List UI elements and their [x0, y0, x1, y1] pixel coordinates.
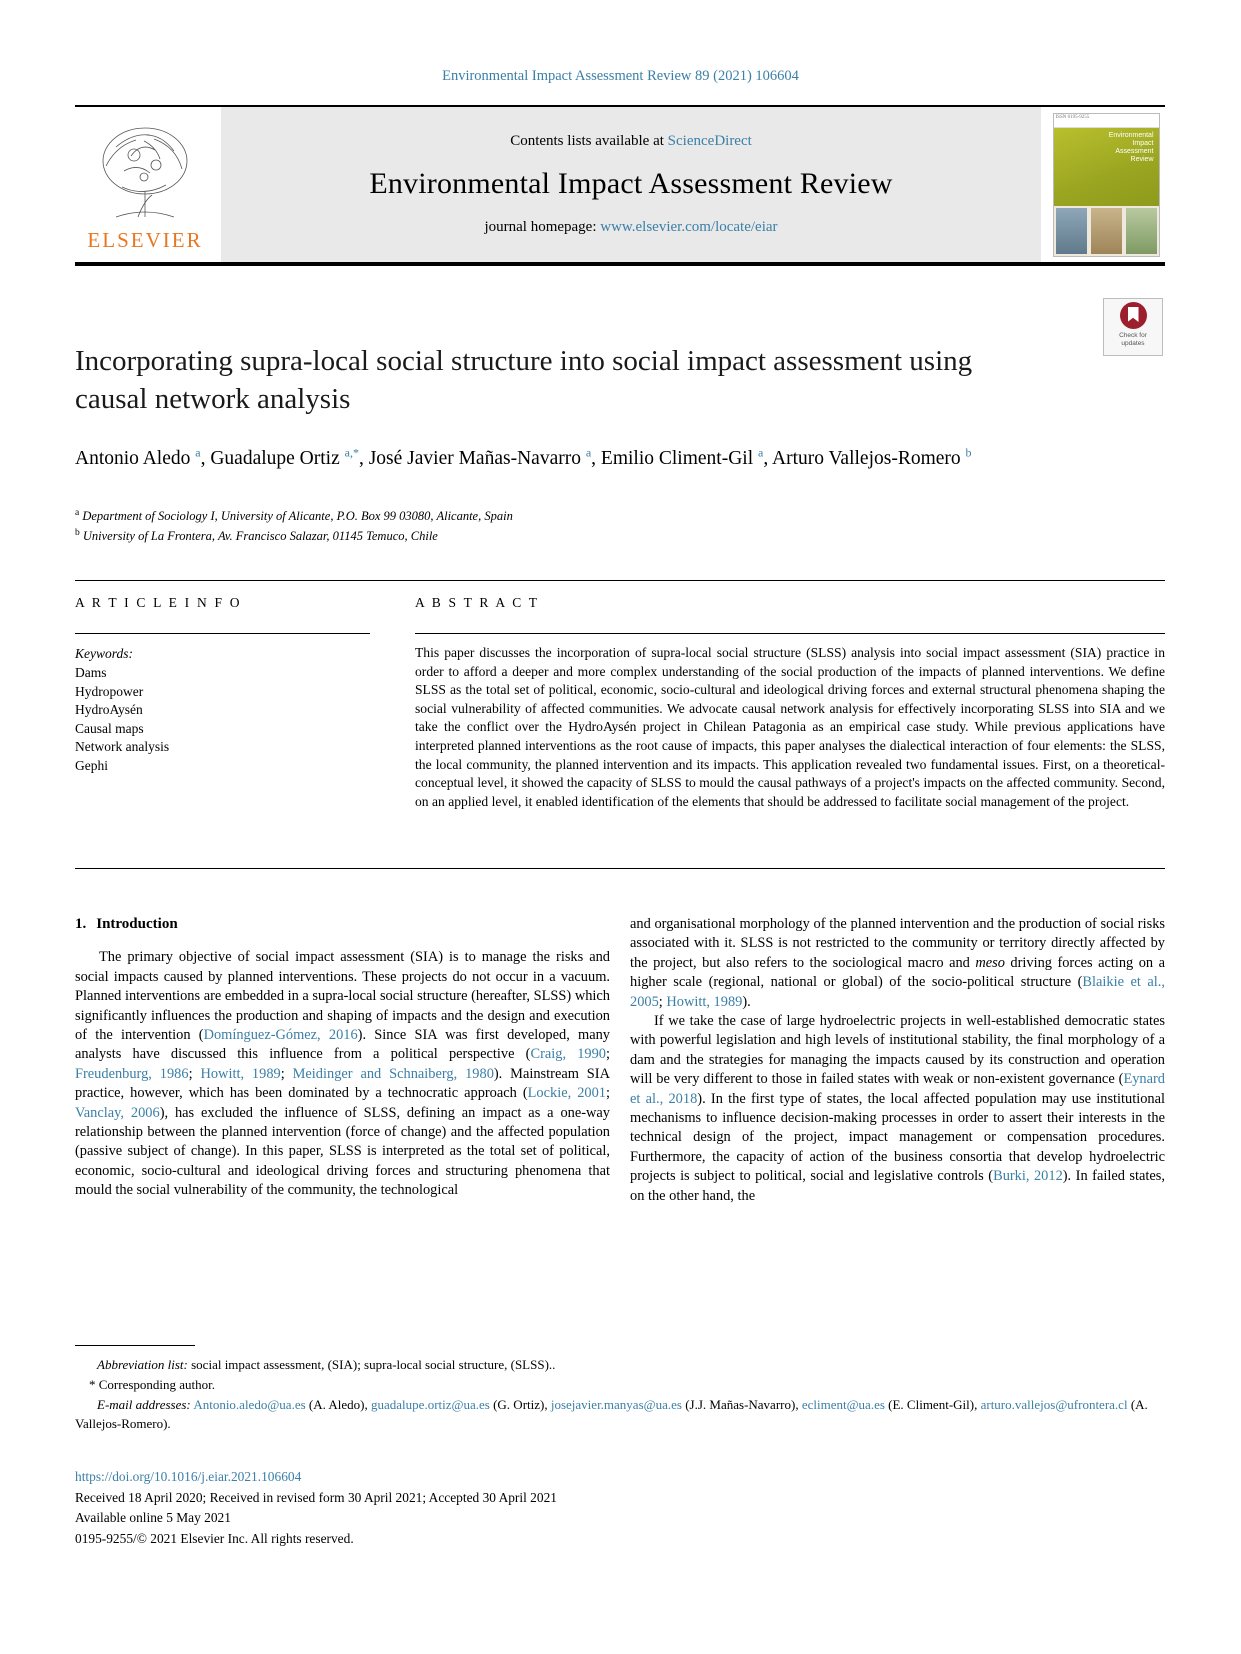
copyright-line: 0195-9255/© 2021 Elsevier Inc. All rights reserved.	[75, 1530, 354, 1546]
keyword-item: Hydropower	[75, 683, 144, 699]
abstract-bottom-divider	[75, 868, 1165, 869]
footnote-abbreviations	[75, 1355, 1165, 1374]
masthead-center	[221, 107, 1041, 262]
affiliation-1	[75, 505, 1075, 525]
crossmark-icon	[1120, 302, 1147, 329]
cover-photo-2	[1091, 208, 1122, 254]
publication-dates: Received 18 April 2020; Received in revised form 30 April 2021; Accepted 30 April 2021	[75, 1489, 557, 1505]
intro-paragraph-left: The primary objective of social impact assessment (SIA) is to manage the risks and social impacts caused by planned interventions. These projects do not occur in a vacuum. Planned interventions are embedded in a supra-local social structure (hereafter, SLSS) which significantly influences the production and shaping of impacts and the design and execution of the intervention (Domínguez-Gómez, 2016). Since SIA was first developed, many analysts have discussed this influence from a political perspective (Craig, 1990; Freudenburg, 1986; Howitt, 1989; Meidinger and Schnaiberg, 1980). Mainstream SIA practice, however, which has been dominated by a technocratic approach (Lockie, 2001; Vanclay, 2006), has excluded the influence of SLSS, defining an impact as a one-way relationship between the planned intervention (force of change) and the affected population (passive subject of change). In this paper, SLSS is interpreted as the total set of political, economic, socio-cultural and ideological driving forces and structuring phenomena that mould the social vulnerability of the community, the technological	[75, 949, 610, 1199]
affiliation-2	[75, 525, 1075, 545]
badge-line-1: Check for	[1119, 332, 1147, 339]
journal-homepage-link[interactable]: www.elsevier.com/locate/eiar	[600, 219, 778, 235]
affiliation-mark-a: a	[75, 508, 80, 518]
affiliation-list	[75, 505, 1075, 545]
cover-header: ISSN 0195-9255	[1054, 114, 1159, 128]
journal-masthead	[75, 105, 1165, 262]
elsevier-wordmark: ELSEVIER	[87, 227, 203, 252]
affiliation-1-text: Department of Sociology I, University of Alicante, P.O. Box 99 03080, Alicante, Spain	[82, 509, 513, 524]
body-column-left	[75, 915, 610, 1201]
elsevier-tree-icon	[86, 121, 204, 226]
badge-line-2: updates	[1121, 339, 1145, 347]
email-label: E-mail addresses:	[97, 1397, 191, 1412]
authors-text: Antonio Aledo $^a$, Guadalupe Ortiz $^{a,*}$, José Javier Mañas-Navarro $^a$, Emilio Climent-Gil $^a$, Arturo Vallejos-Romero $^b$	[75, 445, 972, 469]
page-title: Incorporating supra-local social structure into social impact assessment using causal network analysis	[75, 345, 973, 415]
sciencedirect-link[interactable]: ScienceDirect	[667, 133, 752, 149]
abstract-text: This paper discusses the incorporation of supra-local social structure (SLSS) analysis into social impact assessment (SIA) practice in order to afford a deeper and more complex understanding of the social production of the impacts of planned interventions. We define SLSS as the total set of political, economic, socio-cultural and ideological driving forces and external structural phenomena shaping the social vulnerability of affected communities. We advocate causal network analysis for effectively incorporating SLSS into SIA and we take the conflict over the HydroAysén project in Chilean Patagonia as an empirical case study. While previous applications have interpreted planned interventions as the root cause of impacts, this paper analyses the dialectical interaction of four elements: the SLSS, the local community, the planned intervention and its impacts. This application revealed two fundamental issues. First, on a theoretical-conceptual level, it showed the capacity of SLSS to mould the causal pathways of a project's impacts on the affected community. Second, on an applied level, it enabled identification of the elements that should be addressed to facilitate social management of the project.	[415, 645, 1165, 809]
section-number: 1.	[75, 916, 87, 932]
cover-journal-name: Environmental Impact Assessment Review	[1108, 131, 1154, 163]
intro-paragraph-right-1: and organisational morphology of the planned intervention and the production of social risks associated with it. SLSS is not restricted to the community or territory directly affected by the project, but also refers to the sociological macro and meso driving forces acting on a higher scale (regional, national or global) of the socio-political structure (Blaikie et al., 2005; Howitt, 1989).	[630, 916, 1165, 1010]
footnote-emails	[75, 1395, 1165, 1433]
homepage-line	[484, 219, 777, 236]
footnote-divider	[75, 1345, 195, 1346]
author-list	[75, 437, 1075, 474]
cover-photo-3	[1126, 208, 1157, 254]
cover-photo-strip	[1054, 206, 1159, 256]
publication-info	[75, 1467, 875, 1549]
masthead-bottom-rule	[75, 262, 1165, 266]
doi-link[interactable]: https://doi.org/10.1016/j.eiar.2021.106604	[75, 1469, 302, 1484]
abstract-rule	[415, 633, 1165, 634]
section-title-introduction	[75, 915, 610, 934]
contents-prefix: Contents lists available at	[510, 133, 668, 149]
abbreviation-text: social impact assessment, (SIA); supra-local social structure, (SLSS)..	[187, 1357, 556, 1372]
journal-cover-thumbnail	[1047, 107, 1165, 262]
crossmark-updates-badge[interactable]	[1103, 298, 1163, 356]
contents-line	[510, 133, 752, 150]
abstract-top-divider	[75, 580, 1165, 581]
body-column-right	[630, 915, 1165, 1206]
email-addresses: Antonio.aledo@ua.es (A. Aledo), guadalupe.ortiz@ua.es (G. Ortiz), josejavier.manyas@ua.es (J.J. Mañas-Navarro), ecliment@ua.es (E. Climent-Gil), arturo.vallejos@ufrontera.cl (A. Vallejos-Romero).	[75, 1397, 1148, 1431]
abbreviation-label: Abbreviation list:	[97, 1357, 188, 1372]
intro-paragraph-right-2: If we take the case of large hydroelectric projects in well-established democratic states with powerful legislation and high levels of institutional stability, the final morphology of a dam and the strategies for managing the impacts caused by its construction and operation will be very different to those in failed states with weak or non-existent governance (Eynard et al., 2018). In the first type of states, the local affected population may use institutional mechanisms to influence decision-making processes in order to assert their interests in the technical design of the project, impact management or compensation procedures. Furthermore, the capacity of action of the business consortia that develop hydroelectric projects is subject to political, social and legislative controls (Burki, 2012). In failed states, on the other hand, the	[630, 1013, 1166, 1204]
elsevier-logo	[75, 107, 215, 262]
keyword-item: Causal maps	[75, 720, 144, 736]
article-info-column	[75, 595, 375, 775]
cover-art	[1053, 113, 1160, 257]
keyword-item: HydroAysén	[75, 702, 143, 717]
keyword-item: Network analysis	[75, 739, 170, 754]
affiliation-2-text: University of La Frontera, Av. Francisco Salazar, 01145 Temuco, Chile	[82, 529, 438, 544]
keywords-label: Keywords:	[75, 646, 133, 661]
cover-photo-1	[1056, 208, 1087, 254]
journal-title: Environmental Impact Assessment Review	[369, 167, 893, 200]
footnote-corresponding-author: * Corresponding author.	[89, 1377, 216, 1392]
article-info-heading: A R T I C L E I N F O	[75, 595, 242, 610]
homepage-prefix: journal homepage:	[484, 219, 601, 235]
abstract-heading: A B S T R A C T	[415, 595, 540, 610]
section-title-text: Introduction	[96, 916, 178, 932]
affiliation-mark-b: b	[75, 528, 80, 539]
abstract-column	[415, 595, 1165, 811]
keyword-item: Gephi	[75, 757, 108, 773]
footnote-block	[75, 1355, 1165, 1434]
running-head: Environmental Impact Assessment Review 89 (2021) 106604	[442, 68, 799, 84]
available-online: Available online 5 May 2021	[75, 1510, 231, 1525]
keyword-item: Dams	[75, 665, 107, 680]
article-info-rule	[75, 633, 370, 634]
